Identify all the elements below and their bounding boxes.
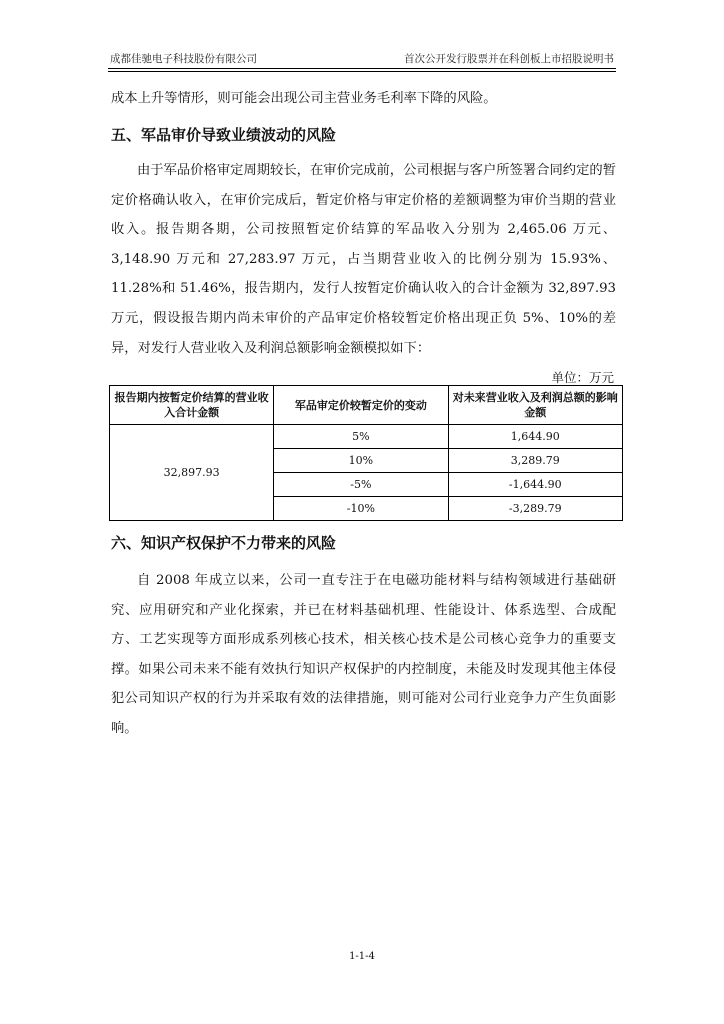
table-header-row xyxy=(110,386,623,425)
section5-paragraph: 由于军品价格审定周期较长，在审价完成前，公司根据与客户所签署合同约定的暂定价格确认收入，在审价完成后，暂定价格与审定价格的差额调整为审价当期的营业收入。报告期各期，公司按照暂定价结算的军品收入分别为 2,465.06 万元、3,148.90 万元和 27,283.97 万元，占当期营业收入的比例分别为 15.93%、11.28%和 51.46%，报告期内，发行人按暂定价确认收入的合计金额为 32,897.93 万元，假设报告期内尚未审价的产品审定价格较暂定价格出现正负 5%、10%的差异，对发行人营业收入及利润总额影响金额模拟如下： xyxy=(111,163,616,356)
impact-cell: 1,644.90 xyxy=(448,425,622,449)
intro-line: 成本上升等情形，则可能会出现公司主营业务毛利率下降的风险。 xyxy=(111,91,497,106)
header-document-title: 首次公开发行股票并在科创板上市招股说明书 xyxy=(404,53,614,65)
table-header-cell: 对未来营业收入及利润总额的影响金额 xyxy=(448,386,622,425)
change-cell: 10% xyxy=(274,449,448,473)
table-unit: 单位：万元 xyxy=(551,370,614,385)
impact-table xyxy=(109,385,623,521)
page-header xyxy=(108,50,616,69)
impact-cell: 3,289.79 xyxy=(448,449,622,473)
change-cell: -10% xyxy=(274,497,448,521)
total-amount-cell: 32,897.93 xyxy=(110,425,274,521)
impact-cell: -1,644.90 xyxy=(448,473,622,497)
table-row xyxy=(110,425,623,449)
page-number: 1-1-4 xyxy=(349,951,375,962)
change-cell: -5% xyxy=(274,473,448,497)
table-header-cell: 军品审定价较暂定价的变动 xyxy=(274,386,448,425)
section5-heading: 五、军品审价导致业绩波动的风险 xyxy=(111,126,337,144)
impact-cell: -3,289.79 xyxy=(448,497,622,521)
section6-paragraph: 自 2008 年成立以来，公司一直专注于在电磁功能材料与结构领域进行基础研究、应用研究和产业化探索，并已在材料基础机理、性能设计、体系选型、合成配方、工艺实现等方面形成系列核心技术，相关核心技术是公司核心竞争力的重要支撑。如果公司未来不能有效执行知识产权保护的内控制度，未能及时发现其他主体侵犯公司知识产权的行为并采取有效的法律措施，则可能对公司行业竞争力产生负面影响。 xyxy=(111,573,616,736)
header-company: 成都佳驰电子科技股份有限公司 xyxy=(110,53,257,65)
table-header-cell: 报告期内按暂定价结算的营业收入合计金额 xyxy=(110,386,274,425)
section6-heading: 六、知识产权保护不力带来的风险 xyxy=(111,534,337,552)
change-cell: 5% xyxy=(274,425,448,449)
